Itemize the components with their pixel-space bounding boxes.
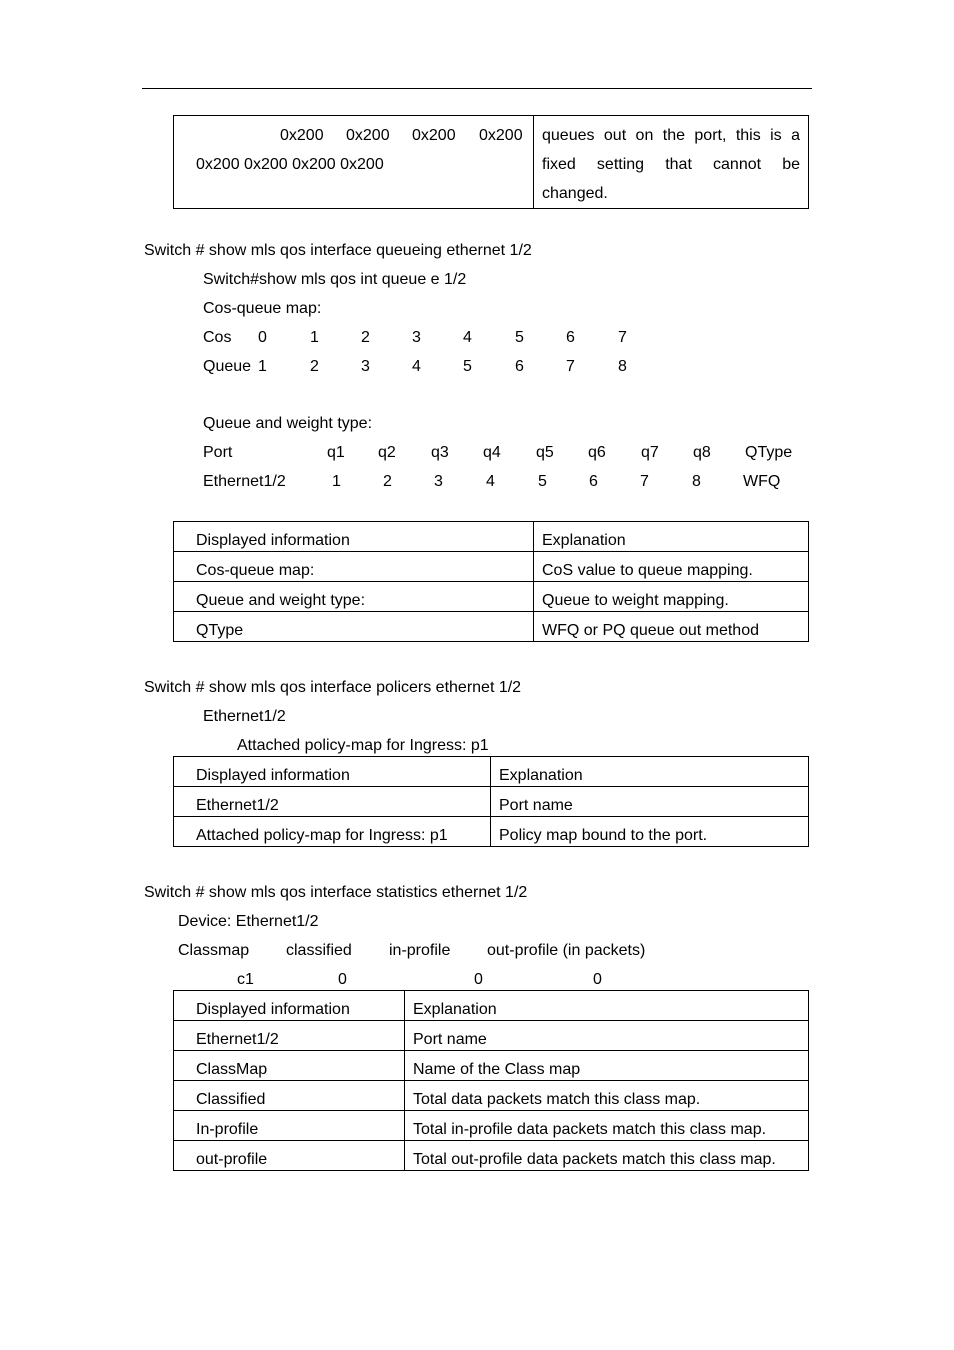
table-cell: In-profile bbox=[196, 1121, 259, 1138]
queue-value: 1 bbox=[258, 358, 267, 375]
cos-value: 5 bbox=[515, 329, 524, 346]
port-row-cell: Ethernet1/2 bbox=[203, 473, 286, 490]
cos-value: 2 bbox=[361, 329, 370, 346]
table-cell: Total out-profile data packets match this class map. bbox=[413, 1151, 776, 1168]
port-row-cell: 5 bbox=[538, 473, 547, 490]
table-row bbox=[174, 552, 809, 582]
table-cell: Name of the Class map bbox=[413, 1061, 581, 1078]
cos-value: 3 bbox=[412, 329, 421, 346]
port-header-cell: q3 bbox=[431, 444, 449, 461]
cos-value: 6 bbox=[566, 329, 575, 346]
table-row bbox=[174, 817, 809, 847]
table-cell: Attached policy-map for Ingress: p1 bbox=[196, 827, 448, 844]
table-cell: out-profile bbox=[196, 1151, 268, 1168]
table-cell: Explanation bbox=[542, 532, 626, 549]
weight-title: Queue and weight type: bbox=[203, 415, 373, 432]
command-line: Switch # show mls qos interface queueing ethernet 1/2 bbox=[144, 242, 532, 259]
queue-value: 6 bbox=[515, 358, 524, 375]
table-cell: Explanation bbox=[413, 1001, 497, 1018]
port-header-cell: Port bbox=[203, 444, 233, 461]
policers-table bbox=[173, 756, 809, 847]
table-row bbox=[174, 787, 809, 817]
port-row-cell: 4 bbox=[486, 473, 495, 490]
stats-header-cell: in-profile bbox=[389, 942, 451, 959]
cos-value: 4 bbox=[463, 329, 472, 346]
table-row bbox=[174, 1081, 809, 1111]
stats-row-cell: 0 bbox=[474, 971, 483, 988]
stats-row-cell: 0 bbox=[593, 971, 602, 988]
port-header-cell: q6 bbox=[588, 444, 606, 461]
cos-label: Cos bbox=[203, 329, 232, 346]
policy-line: Attached policy-map for Ingress: p1 bbox=[237, 737, 489, 754]
port-header-cell: q1 bbox=[327, 444, 345, 461]
continued-table bbox=[173, 115, 809, 209]
port-row-cell: 3 bbox=[434, 473, 443, 490]
queue-value: 8 bbox=[618, 358, 627, 375]
stats-header-cell: classified bbox=[286, 942, 352, 959]
table-cell: Ethernet1/2 bbox=[196, 797, 279, 814]
port-header-cell: q8 bbox=[693, 444, 711, 461]
value-text: 0x200 bbox=[412, 127, 456, 144]
port-row-cell: 6 bbox=[589, 473, 598, 490]
prompt-line: Switch#show mls qos int queue e 1/2 bbox=[203, 271, 467, 288]
port-row-cell: WFQ bbox=[743, 473, 781, 490]
value-text: 0x200 bbox=[479, 127, 523, 144]
port-header-cell: q4 bbox=[483, 444, 501, 461]
table-cell: Explanation bbox=[499, 767, 583, 784]
table-row bbox=[174, 1021, 809, 1051]
port-row-cell: 7 bbox=[640, 473, 649, 490]
value-text: 0x200 bbox=[280, 127, 324, 144]
port-line: Ethernet1/2 bbox=[203, 708, 286, 725]
port-row-cell: 1 bbox=[332, 473, 341, 490]
stats-header-cell: Classmap bbox=[178, 942, 250, 959]
queue-value: 7 bbox=[566, 358, 575, 375]
table-row bbox=[174, 1051, 809, 1081]
stats-row-cell: c1 bbox=[237, 971, 254, 988]
map-title: Cos-queue map: bbox=[203, 300, 322, 317]
value-text: 0x200 0x200 0x200 0x200 bbox=[196, 156, 384, 173]
port-row-cell: 2 bbox=[383, 473, 392, 490]
port-header-cell: q2 bbox=[378, 444, 396, 461]
table-cell: Port name bbox=[499, 797, 573, 814]
table-row bbox=[174, 522, 809, 552]
value-text: 0x200 bbox=[346, 127, 390, 144]
table-cell: Total in-profile data packets match this class map. bbox=[413, 1121, 767, 1138]
table-cell: Displayed information bbox=[196, 1001, 350, 1018]
table-cell: Displayed information bbox=[196, 532, 350, 549]
command-line: Switch # show mls qos interface policers ethernet 1/2 bbox=[144, 679, 522, 696]
cos-value: 1 bbox=[310, 329, 319, 346]
cos-value: 0 bbox=[258, 329, 267, 346]
continued-left-cell bbox=[174, 116, 534, 209]
queue-value: 2 bbox=[310, 358, 319, 375]
queue-value: 5 bbox=[463, 358, 472, 375]
device-line: Device: Ethernet1/2 bbox=[178, 913, 319, 930]
table-row bbox=[174, 1111, 809, 1141]
stats-row-cell: 0 bbox=[338, 971, 347, 988]
table-cell: Displayed information bbox=[196, 767, 350, 784]
table-cell: ClassMap bbox=[196, 1061, 268, 1078]
table-row bbox=[174, 757, 809, 787]
queueing-table bbox=[173, 521, 809, 642]
command-line: Switch # show mls qos interface statistics ethernet 1/2 bbox=[144, 884, 528, 901]
table-cell: Policy map bound to the port. bbox=[499, 827, 708, 844]
queue-value: 3 bbox=[361, 358, 370, 375]
table-cell: Classified bbox=[196, 1091, 266, 1108]
stats-header-cell: out-profile (in packets) bbox=[487, 942, 646, 959]
statistics-table bbox=[173, 990, 809, 1171]
explanation-text: queues out on the port, this is a fixed setting that cannot be changed. bbox=[542, 127, 800, 202]
port-row-cell: 8 bbox=[692, 473, 701, 490]
table-cell: QType bbox=[196, 622, 244, 639]
table-row bbox=[174, 1141, 809, 1171]
table-cell: WFQ or PQ queue out method bbox=[542, 622, 759, 639]
continued-right-cell bbox=[534, 116, 809, 209]
table-row bbox=[174, 582, 809, 612]
table-cell: Port name bbox=[413, 1031, 487, 1048]
table-cell: Queue and weight type: bbox=[196, 592, 366, 609]
table-cell: Queue to weight mapping. bbox=[542, 592, 729, 609]
queue-value: 4 bbox=[412, 358, 421, 375]
port-header-cell: QType bbox=[745, 444, 793, 461]
table-cell: Total data packets match this class map. bbox=[413, 1091, 701, 1108]
table-cell: Ethernet1/2 bbox=[196, 1031, 279, 1048]
table-row bbox=[174, 991, 809, 1021]
table-row bbox=[174, 612, 809, 642]
header-rule bbox=[142, 88, 812, 89]
table-cell: CoS value to queue mapping. bbox=[542, 562, 753, 579]
port-header-cell: q5 bbox=[536, 444, 554, 461]
cos-value: 7 bbox=[618, 329, 627, 346]
port-header-cell: q7 bbox=[641, 444, 659, 461]
queue-label: Queue bbox=[203, 358, 252, 375]
table-cell: Cos-queue map: bbox=[196, 562, 315, 579]
